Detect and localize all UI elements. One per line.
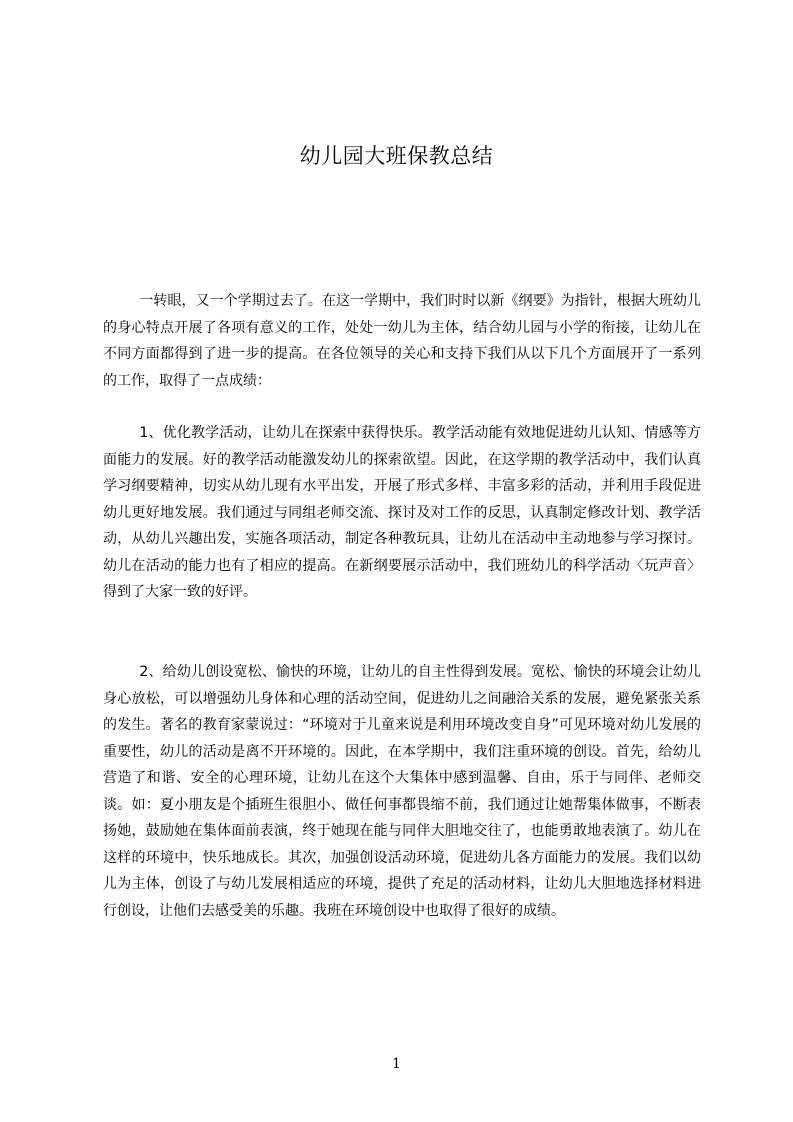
document-title: 幼儿园大班保教总结: [299, 144, 494, 168]
section-2-paragraph: 2、给幼儿创设宽松、愉快的环境，让幼儿的自主性得到发展。宽松、愉快的环境会让幼儿身心放松，可以增强幼儿身体和心理的活动空间，促进幼儿之间融洽关系的发展，避免紧张关系的发生。著名的教育家蒙说过：“环境对于儿童来说是利用环境改变自身”可见环境对幼儿发展的重要性，幼儿的活动是离不开环境的。因此，在本学期中，我们注重环境的创设。首先，给幼儿营造了和谐、安全的心理环境，让幼儿在这个大集体中感到温馨、自由，乐于与同伴、老师交谈。如：夏小朋友是个插班生很胆小、做任何事都畏缩不前，我们通过让她帮集体做事，不断表扬她，鼓励她在集体面前表演，终于她现在能与同伴大胆地交往了，也能勇敢地表演了。幼儿在这样的环境中，快乐地成长。其次，加强创设活动环境，促进幼儿各方面能力的发展。我们以幼儿为主体，创设了与幼儿发展相适应的环境，提供了充足的活动材料，让幼儿大胆地选择材料进行创设，让他们去感受美的乐趣。我班在环境创设中也取得了很好的成绩。: [103, 664, 701, 919]
intro-paragraph: 一转眼，又一个学期过去了。在这一学期中，我们时时以新《纲要》为指针，根据大班幼儿的身心特点开展了各项有意义的工作，处处一幼儿为主体，结合幼儿园与小学的衔接，让幼儿在不同方面都得到了进一步的提高。在各位领导的关心和支持下我们从以下几个方面展开了一系列的工作，取得了一点成绩：: [103, 293, 701, 389]
section-1-paragraph: 1、优化教学活动，让幼儿在探索中获得快乐。教学活动能有效地促进幼儿认知、情感等方面能力的发展。好的教学活动能激发幼儿的探索欲望。因此，在这学期的教学活动中，我们认真学习纲要精神，切实从幼儿现有水平出发，开展了形式多样、丰富多彩的活动，并利用手段促进幼儿更好地发展。我们通过与同组老师交流、探讨及对工作的反思，认真制定修改计划、教学活动，从幼儿兴趣出发，实施各项活动，制定各种教玩具，让幼儿在活动中主动地参与学习探讨。幼儿在活动的能力也有了相应的提高。在新纲要展示活动中，我们班幼儿的科学活动〈玩声音〉得到了大家一致的好评。: [103, 425, 701, 600]
page-number: 1: [392, 1056, 401, 1072]
